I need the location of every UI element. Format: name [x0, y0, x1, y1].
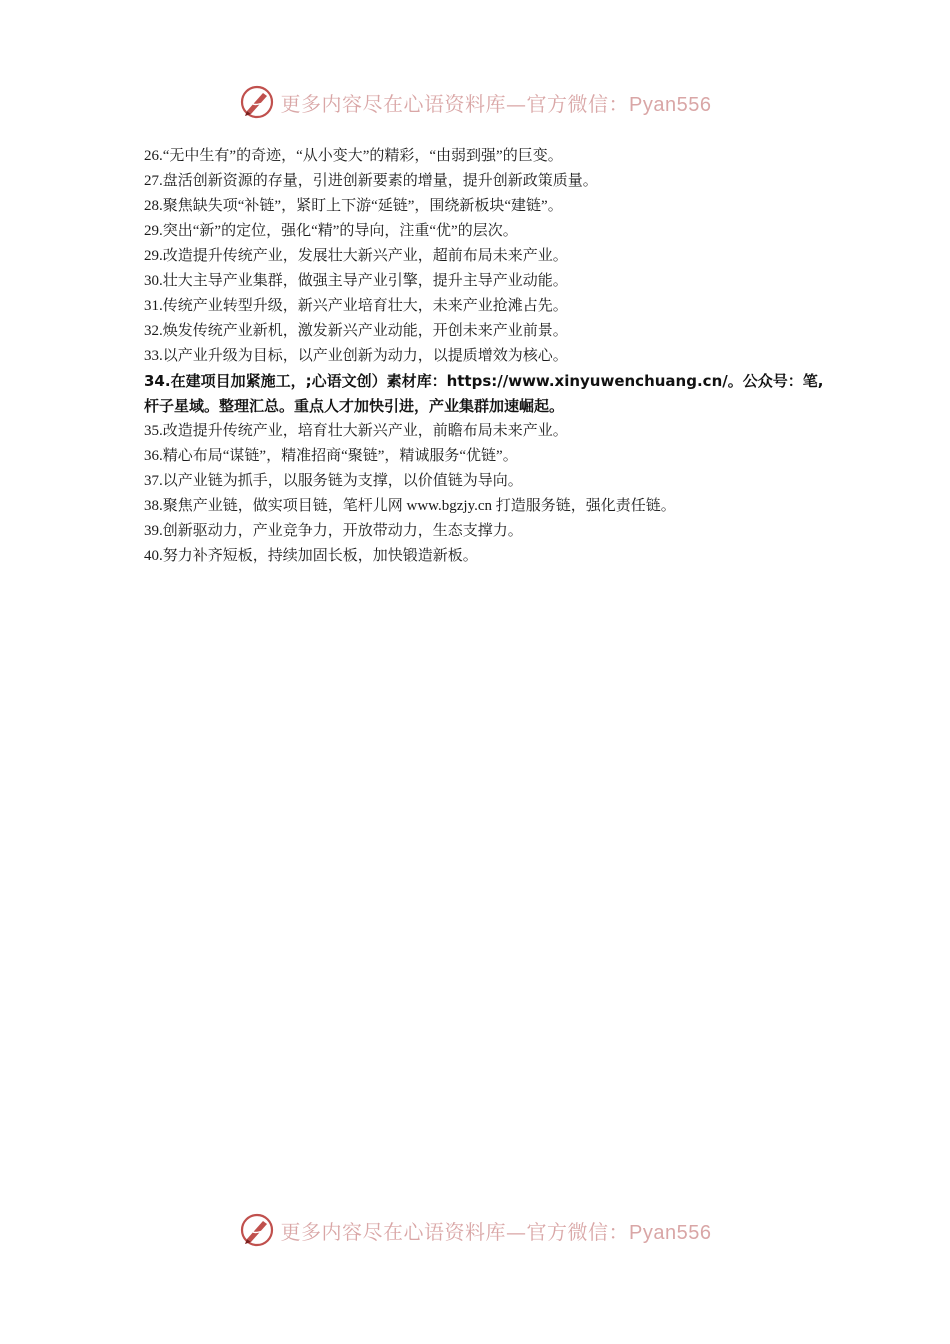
list-item: 37.以产业链为抓手，以服务链为支撑，以价值链为导向。: [144, 473, 523, 489]
list-item-bold: 34.在建项目加紧施工，;心语文创）素材库：https://www.xinyuwenchuang.cn/。公众号：笔,杆子星域。整理汇总。重点人才加快引进，产业集群加速崛起。: [144, 372, 824, 415]
list-item: 38.聚焦产业链，做实项目链，笔杆儿网 www.bgzjy.cn 打造服务链，强化责任链。: [144, 498, 676, 514]
list-item: 35.改造提升传统产业，培育壮大新兴产业，前瞻布局未来产业。: [144, 423, 568, 439]
banner-wechat-id: Pyan556: [629, 93, 712, 116]
list-item: 33.以产业升级为目标，以产业创新为动力，以提质增效为核心。: [144, 348, 568, 364]
list-item: 32.焕发传统产业新机，激发新兴产业动能，开创未来产业前景。: [144, 323, 568, 339]
list-item: 26.“无中生有”的奇迹，“从小变大”的精彩，“由弱到强”的巨变。: [144, 148, 563, 164]
banner-wechat-id: Pyan556: [629, 1221, 712, 1244]
list-item: 31.传统产业转型升级，新兴产业培育壮大，未来产业抢滩占先。: [144, 298, 568, 314]
pen-logo-icon: [239, 84, 275, 120]
banner-text-cn: 更多内容尽在心语资料库—官方微信：: [280, 91, 630, 116]
banner-text-cn: 更多内容尽在心语资料库—官方微信：: [280, 1219, 630, 1244]
footer-banner: [0, 1208, 950, 1252]
list-item: 29.改造提升传统产业，发展壮大新兴产业，超前布局未来产业。: [144, 248, 568, 264]
header-banner: [0, 80, 950, 124]
list-item: 27.盘活创新资源的存量，引进创新要素的增量，提升创新政策质量。: [144, 173, 598, 189]
banner-text: [281, 88, 712, 117]
banner-text: [281, 1216, 712, 1245]
list-item: 36.精心布局“谋链”，精准招商“聚链”，精诚服务“优链”。: [144, 448, 518, 464]
list-item: 40.努力补齐短板，持续加固长板，加快锻造新板。: [144, 548, 478, 564]
list-item: 28.聚焦缺失项“补链”，紧盯上下游“延链”，围绕新板块“建链”。: [144, 198, 563, 214]
list-item: 39.创新驱动力，产业竞争力，开放带动力，生态支撑力。: [144, 523, 523, 539]
list-item: 29.突出“新”的定位，强化“精”的导向，注重“优”的层次。: [144, 223, 518, 239]
document-body: [144, 144, 824, 569]
pen-logo-icon: [239, 1212, 275, 1248]
list-item: 30.壮大主导产业集群，做强主导产业引擎，提升主导产业动能。: [144, 273, 568, 289]
